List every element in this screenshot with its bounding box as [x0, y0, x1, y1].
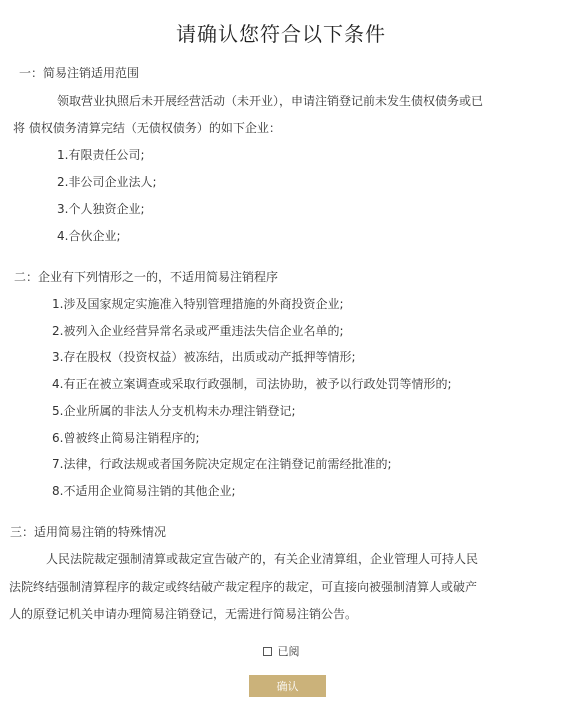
section1-heading: 一：简易注销适用范围 [19, 66, 140, 80]
section2-item: 6.曾被终止简易注销程序的; [52, 431, 200, 445]
section2-item: 3.存在股权（投资权益）被冻结，出质或动产抵押等情形; [52, 350, 356, 364]
page-title: 请确认您符合以下条件 [176, 22, 386, 46]
section2-item: 8.不适用企业简易注销的其他企业; [52, 484, 236, 498]
read-checkbox-label[interactable]: 已阅 [277, 645, 300, 658]
section1-item: 2.非公司企业法人; [57, 175, 157, 189]
read-checkbox[interactable] [263, 647, 272, 656]
section1-intro-line1: 领取营业执照后未开展经营活动（未开业），申请注销登记前未发生债权债务或已 [57, 94, 484, 108]
confirm-button[interactable]: 确认 [249, 675, 326, 697]
section2-item: 2.被列入企业经营异常名录或严重违法失信企业名单的; [52, 324, 344, 338]
section2-heading: 二：企业有下列情形之一的，不适用简易注销程序 [14, 270, 279, 284]
section1-item: 1.有限责任公司; [57, 148, 145, 162]
section2-item: 5.企业所属的非法人分支机构未办理注销登记; [52, 404, 296, 418]
section3-heading: 三：适用简易注销的特殊情况 [10, 525, 167, 539]
section3-para-line1: 人民法院裁定强制清算或裁定宣告破产的，有关企业清算组，企业管理人可持人民 [46, 552, 479, 566]
section1-item: 4.合伙企业; [57, 229, 121, 243]
section3-para-line3: 人的原登记机关申请办理简易注销登记，无需进行简易注销公告。 [9, 607, 358, 621]
section2-item: 4.有正在被立案调查或采取行政强制，司法协助，被予以行政处罚等情形的; [52, 377, 452, 391]
section1-intro-line2: 将 债权债务清算完结（无债权债务）的如下企业： [13, 121, 281, 135]
section2-item: 7.法律，行政法规或者国务院决定规定在注销登记前需经批准的; [52, 457, 392, 471]
section3-para-line2: 法院终结强制清算程序的裁定或终结破产裁定程序的裁定，可直接向被强制清算人或破产 [9, 580, 478, 594]
read-confirm-row [0, 643, 562, 659]
section1-item: 3.个人独资企业; [57, 202, 145, 216]
section2-item: 1.涉及国家规定实施准入特别管理措施的外商投资企业; [52, 297, 344, 311]
